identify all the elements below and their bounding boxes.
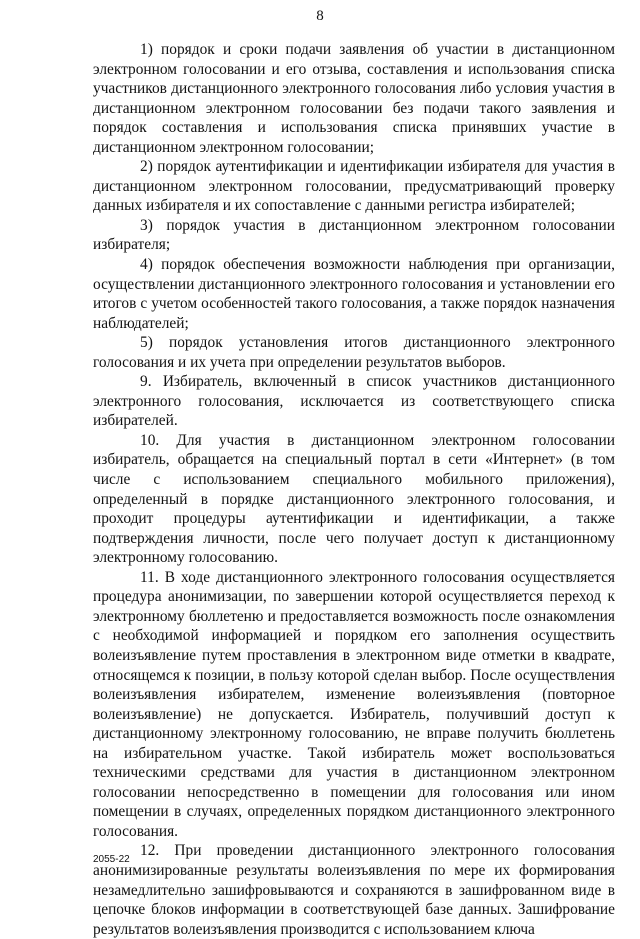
paragraph-section-10: 10. Для участия в дистанционном электронном голосовании избиратель, обращается на специальный портал в сети «Интернет» (в том числе с использованием специального мобильного приложения), определенный в порядке дистанционного электронного голосования, и проходит процедуры аутентификации и идентификации, а также подтверждения личности, после чего получает доступ к дистанционному электронному голосованию.	[93, 431, 615, 567]
paragraph-section-9: 9. Избиратель, включенный в список участников дистанционного электронного голосования, исключается из соответствующего списка избирателей.	[93, 373, 615, 430]
paragraph-section-11: 11. В ходе дистанционного электронного голосования осуществляется процедура анонимизации, по завершении которой осуществляется переход к электронному бюллетеню и предоставляется возможность после ознакомления с необходимой информацией и порядком его заполнения осуществить волеизъявление путем проставления в электронном виде отметки в квадрате, относящемся к позиции, в пользу которой сделан выбор. После осуществления волеизъявления избирателем, изменение волеизъявления (повторное волеизъявление) не допускается. Избиратель, получивший доступ к дистанционному электронному голосованию, не вправе получить бюллетень на избирательном участке. Такой избиратель может воспользоваться техническими средствами для участия в дистанционном электронном голосовании непосредственно в помещении для голосования или ином помещении в случаях, определенных порядком дистанционного электронного голосования.	[93, 568, 615, 840]
page-number: 8	[316, 8, 324, 24]
paragraph-item-3: 3) порядок участия в дистанционном электронном голосовании избирателя;	[93, 216, 615, 254]
paragraph-section-12: 12. При проведении дистанционного электронного голосования анонимизированные результаты волеизъявления по мере их формирования незамедлительно зашифровываются и сохраняются в зашифрованном виде в цепочке блоков информации в соответствующей базе данных. Зашифрование результатов волеизъявления производится с использованием ключа	[93, 842, 615, 938]
document-body	[93, 40, 615, 939]
paragraph-item-4: 4) порядок обеспечения возможности наблюдения при организации, осуществлении дистанционного электронного голосования и установлении его итогов с учетом особенностей такого голосования, а также порядок назначения наблюдателей;	[93, 256, 615, 332]
paragraph-item-1: 1) порядок и сроки подачи заявления об участии в дистанционном электронном голосовании и его отзыва, составления и использования списка участников дистанционного электронного голосования либо условия участия в дистанционном электронном голосовании без подачи такого заявления и порядок составления и использования списка принявших участие в дистанционном электронном голосовании;	[93, 41, 615, 156]
paragraph-item-2: 2) порядок аутентификации и идентификации избирателя для участия в дистанционном электронном голосовании, предусматривающий проверку данных избирателя и их сопоставление с данными регистра избирателей;	[93, 158, 615, 215]
document-code: 2055-22	[93, 854, 130, 865]
paragraph-item-5: 5) порядок установления итогов дистанционного электронного голосования и их учета при определении результатов выборов.	[93, 334, 615, 371]
